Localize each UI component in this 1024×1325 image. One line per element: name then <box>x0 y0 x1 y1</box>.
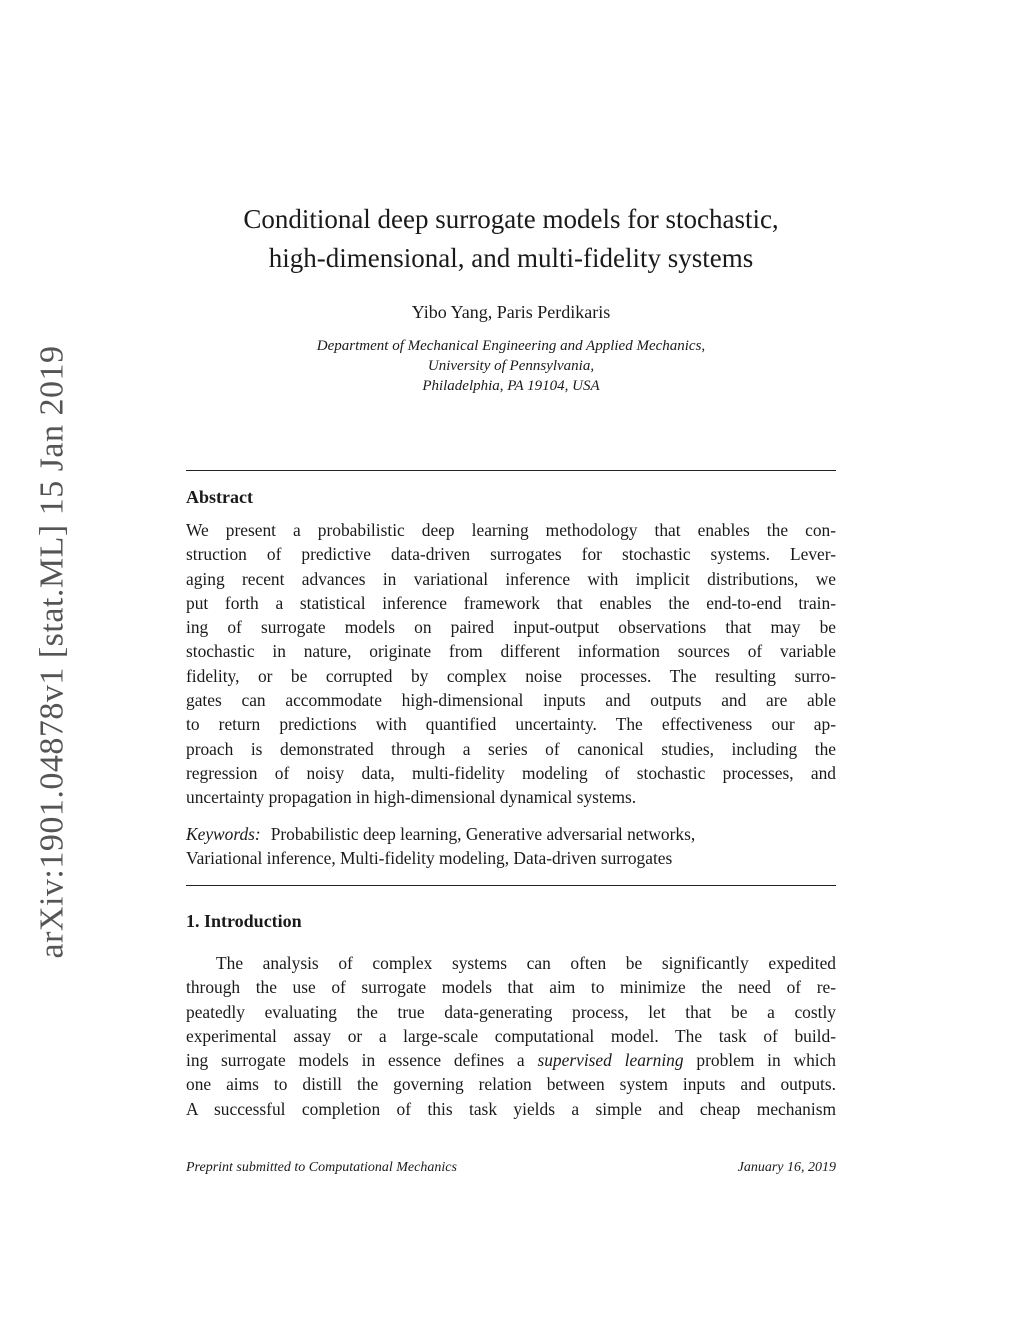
intro-line: one aims to distill the governing relation between system inputs and outputs. <box>186 1074 836 1095</box>
keywords-text-2: Variational inference, Multi-fidelity modeling, Data-driven surrogates <box>186 848 673 869</box>
abstract-line: uncertainty propagation in high-dimensional dynamical systems. <box>186 787 637 808</box>
abstract-heading: Abstract <box>186 487 253 507</box>
keywords-block <box>186 822 836 871</box>
intro-line <box>186 1048 836 1072</box>
arxiv-identifier-text: arXiv:1901.04878v1 [stat.ML] 15 Jan 2019 <box>34 345 72 959</box>
paper-title <box>186 200 836 278</box>
affiliation-line-1: Department of Mechanical Engineering and Applied Mechanics, <box>316 338 706 354</box>
abstract-line: stochastic in nature, originate from different information sources of variable <box>186 641 836 662</box>
abstract-line: regression of noisy data, multi-fidelity modeling of stochastic processes, and <box>186 762 836 783</box>
affiliation-line-2: University of Pennsylvania, <box>427 358 595 374</box>
intro-line5-post: problem in which <box>683 1050 837 1071</box>
section-heading-introduction: 1. Introduction <box>186 911 302 931</box>
title-line-1: Conditional deep surrogate models for stochastic, <box>243 204 779 234</box>
introduction-body <box>186 951 836 1121</box>
abstract-line: fidelity, or be corrupted by complex noise processes. The resulting surro- <box>186 665 836 686</box>
abstract-line: put forth a statistical inference framework that enables the end-to-end train- <box>186 592 836 613</box>
footer-preprint-note: Preprint submitted to Computational Mechanics <box>186 1160 457 1175</box>
abstract-bottom-rule <box>186 885 836 886</box>
keywords-text-1: Probabilistic deep learning, Generative adversarial networks, <box>270 824 696 844</box>
intro-line: The analysis of complex systems can often be significantly expedited <box>216 953 836 973</box>
emphasis-supervised-learning: supervised learning <box>537 1050 684 1071</box>
abstract-line: ing of surrogate models on paired input-output observations that may be <box>186 617 836 638</box>
intro-line5-pre: ing surrogate models in essence defines a <box>186 1050 538 1071</box>
abstract-line: aging recent advances in variational inference with implicit distributions, we <box>186 568 836 589</box>
arxiv-identifier-stamp <box>34 345 72 959</box>
abstract-line: to return predictions with quantified uncertainty. The effectiveness our ap- <box>186 714 836 735</box>
intro-line: A successful completion of this task yields a simple and cheap mechanism <box>186 1098 836 1119</box>
keywords-line-1 <box>186 822 836 846</box>
affiliation <box>186 336 836 396</box>
abstract-line: gates can accommodate high-dimensional inputs and outputs and are able <box>186 690 836 711</box>
abstract-body <box>186 518 836 810</box>
abstract-line: struction of predictive data-driven surrogates for stochastic systems. Lever- <box>186 544 836 565</box>
affiliation-line-3: Philadelphia, PA 19104, USA <box>422 378 600 394</box>
intro-line: through the use of surrogate models that aim to minimize the need of re- <box>186 977 836 998</box>
keywords-label: Keywords: <box>186 824 261 844</box>
abstract-line: proach is demonstrated through a series of canonical studies, including the <box>186 738 836 759</box>
abstract-top-rule <box>186 470 836 471</box>
intro-line: experimental assay or a large-scale computational model. The task of build- <box>186 1025 836 1046</box>
title-line-2: high-dimensional, and multi-fidelity systems <box>268 243 754 273</box>
footer-date: January 16, 2019 <box>737 1160 836 1175</box>
abstract-line: We present a probabilistic deep learning methodology that enables the con- <box>186 520 836 540</box>
intro-line: peatedly evaluating the true data-generating process, let that be a costly <box>186 1001 836 1022</box>
author-list: Yibo Yang, Paris Perdikaris <box>411 302 611 322</box>
